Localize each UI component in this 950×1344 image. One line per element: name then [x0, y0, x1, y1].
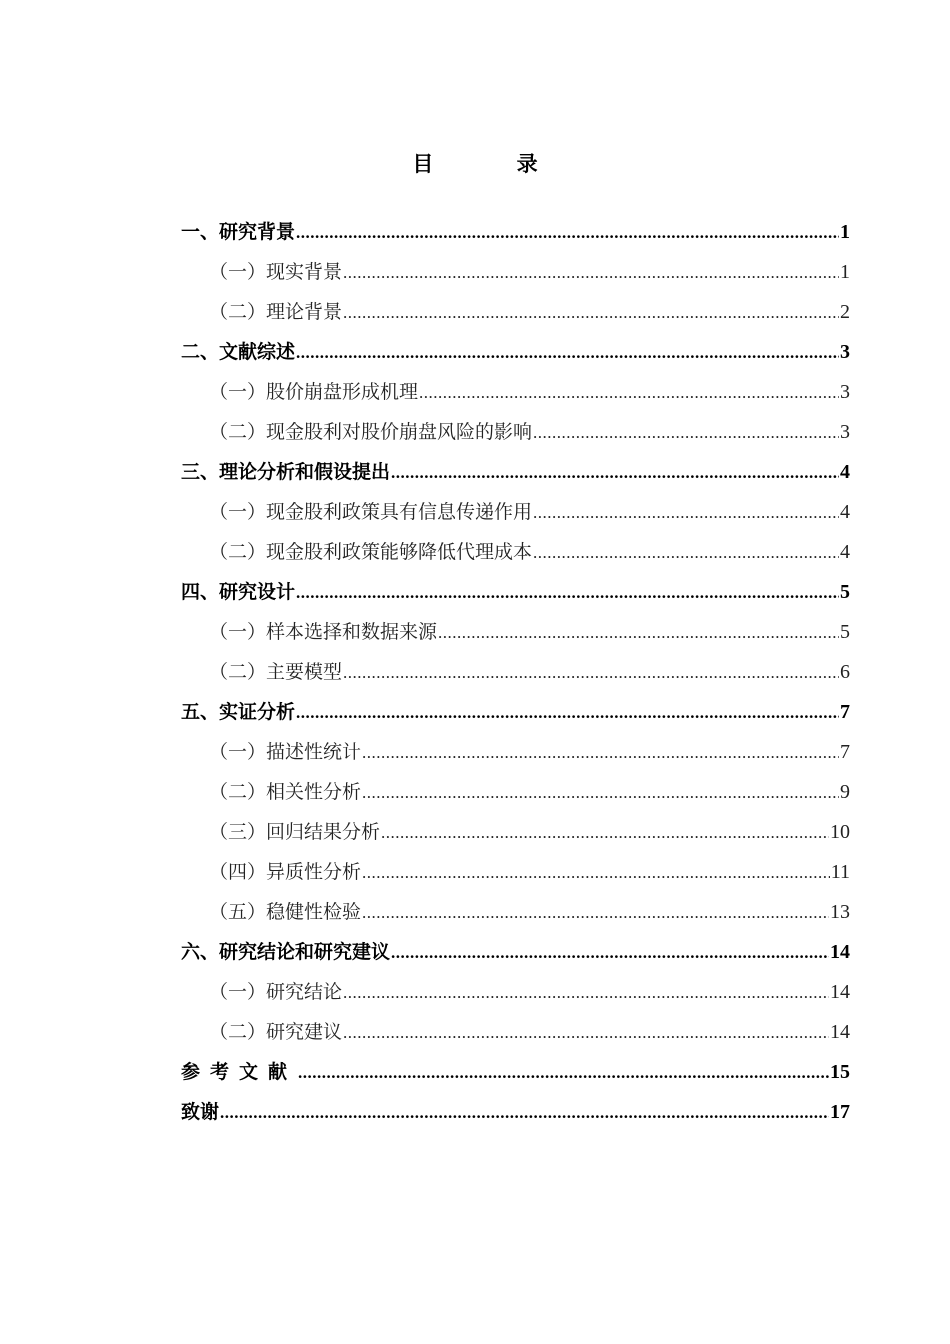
toc-dot-leader — [362, 733, 839, 772]
toc-entry-label: （一）样本选择和数据来源 — [209, 621, 438, 643]
toc-dot-leader — [296, 693, 839, 732]
toc-page-number: 4 — [840, 461, 850, 483]
toc-dot-leader — [220, 1093, 829, 1132]
toc-section-entry[interactable] — [181, 252, 850, 292]
toc-dot-leader — [298, 1053, 829, 1092]
toc-dot-leader — [533, 533, 839, 572]
toc-page-number: 11 — [830, 861, 850, 883]
toc-page-number: 1 — [840, 261, 850, 283]
toc-page-number: 14 — [830, 941, 850, 963]
toc-page-number: 14 — [830, 981, 850, 1003]
toc-page-number: 7 — [840, 741, 850, 763]
toc-section-entry[interactable] — [181, 412, 850, 452]
toc-entry-label: （一）研究结论 — [209, 981, 343, 1003]
toc-page-number: 1 — [840, 221, 850, 243]
toc-entry-label: 一、研究背景 — [181, 221, 296, 243]
toc-entry-label: （二）研究建议 — [209, 1021, 343, 1043]
toc-dot-leader — [343, 653, 839, 692]
toc-entry-label: （一）描述性统计 — [209, 741, 362, 763]
toc-section-entry[interactable] — [181, 772, 850, 812]
toc-dot-leader — [381, 813, 829, 852]
toc-section-entry[interactable] — [181, 652, 850, 692]
toc-section-entry[interactable] — [181, 972, 850, 1012]
toc-entry-label: 致谢 — [181, 1101, 220, 1123]
toc-entry-label: （一）现实背景 — [209, 261, 343, 283]
toc-entry-label: 六、研究结论和研究建议 — [181, 941, 391, 963]
toc-chapter-entry[interactable] — [181, 1052, 850, 1092]
toc-dot-leader — [533, 493, 839, 532]
toc-entry-label: （一）股价崩盘形成机理 — [209, 381, 419, 403]
toc-entry-label: 二、文献综述 — [181, 341, 296, 363]
toc-page-number: 14 — [830, 1021, 850, 1043]
toc-chapter-entry[interactable] — [181, 212, 850, 252]
toc-section-entry[interactable] — [181, 732, 850, 772]
toc-page-number: 4 — [840, 501, 850, 523]
toc-page-number: 17 — [830, 1101, 850, 1123]
toc-page-number: 9 — [840, 781, 850, 803]
toc-section-entry[interactable] — [181, 612, 850, 652]
toc-section-entry[interactable] — [181, 492, 850, 532]
toc-dot-leader — [343, 973, 829, 1012]
toc-dot-leader — [438, 613, 839, 652]
toc-chapter-entry[interactable] — [181, 692, 850, 732]
toc-section-entry[interactable] — [181, 852, 850, 892]
toc-dot-leader — [391, 453, 839, 492]
toc-page-number: 3 — [840, 381, 850, 403]
toc-section-entry[interactable] — [181, 1012, 850, 1052]
table-of-contents — [181, 212, 850, 1132]
page-title: 目 录 — [412, 152, 576, 176]
toc-dot-leader — [296, 573, 839, 612]
toc-page-number: 3 — [840, 341, 850, 363]
toc-chapter-entry[interactable] — [181, 932, 850, 972]
toc-chapter-entry[interactable] — [181, 452, 850, 492]
toc-dot-leader — [296, 213, 839, 252]
toc-page-number: 10 — [830, 821, 850, 843]
toc-section-entry[interactable] — [181, 292, 850, 332]
toc-entry-label: （二）现金股利政策能够降低代理成本 — [209, 541, 533, 563]
toc-dot-leader — [391, 933, 829, 972]
toc-dot-leader — [419, 373, 839, 412]
toc-dot-leader — [362, 853, 830, 892]
toc-dot-leader — [362, 893, 829, 932]
toc-dot-leader — [343, 293, 839, 332]
toc-entry-label: （二）现金股利对股价崩盘风险的影响 — [209, 421, 533, 443]
toc-section-entry[interactable] — [181, 892, 850, 932]
toc-page-number: 5 — [840, 581, 850, 603]
toc-entry-label: （二）理论背景 — [209, 301, 343, 323]
toc-chapter-entry[interactable] — [181, 332, 850, 372]
toc-page-number: 4 — [840, 541, 850, 563]
toc-page-number: 5 — [840, 621, 850, 643]
toc-page-number: 2 — [840, 301, 850, 323]
toc-entry-label: （四）异质性分析 — [209, 861, 362, 883]
toc-page-number: 15 — [830, 1061, 850, 1083]
toc-section-entry[interactable] — [181, 372, 850, 412]
toc-chapter-entry[interactable] — [181, 572, 850, 612]
toc-dot-leader — [533, 413, 839, 452]
toc-entry-label: 参考文献 — [181, 1061, 298, 1083]
toc-entry-label: （五）稳健性检验 — [209, 901, 362, 923]
toc-page-number: 7 — [840, 701, 850, 723]
toc-dot-leader — [296, 333, 839, 372]
toc-dot-leader — [343, 1013, 829, 1052]
toc-entry-label: 五、实证分析 — [181, 701, 296, 723]
toc-entry-label: 四、研究设计 — [181, 581, 296, 603]
toc-entry-label: （一）现金股利政策具有信息传递作用 — [209, 501, 533, 523]
toc-chapter-entry[interactable] — [181, 1092, 850, 1132]
toc-entry-label: （二）主要模型 — [209, 661, 343, 683]
toc-page-number: 3 — [840, 421, 850, 443]
toc-section-entry[interactable] — [181, 812, 850, 852]
toc-page-number: 13 — [830, 901, 850, 923]
toc-dot-leader — [343, 253, 839, 292]
toc-entry-label: 三、理论分析和假设提出 — [181, 461, 391, 483]
toc-entry-label: （三）回归结果分析 — [209, 821, 381, 843]
toc-page-number: 6 — [840, 661, 850, 683]
toc-entry-label: （二）相关性分析 — [209, 781, 362, 803]
toc-dot-leader — [362, 773, 839, 812]
toc-section-entry[interactable] — [181, 532, 850, 572]
